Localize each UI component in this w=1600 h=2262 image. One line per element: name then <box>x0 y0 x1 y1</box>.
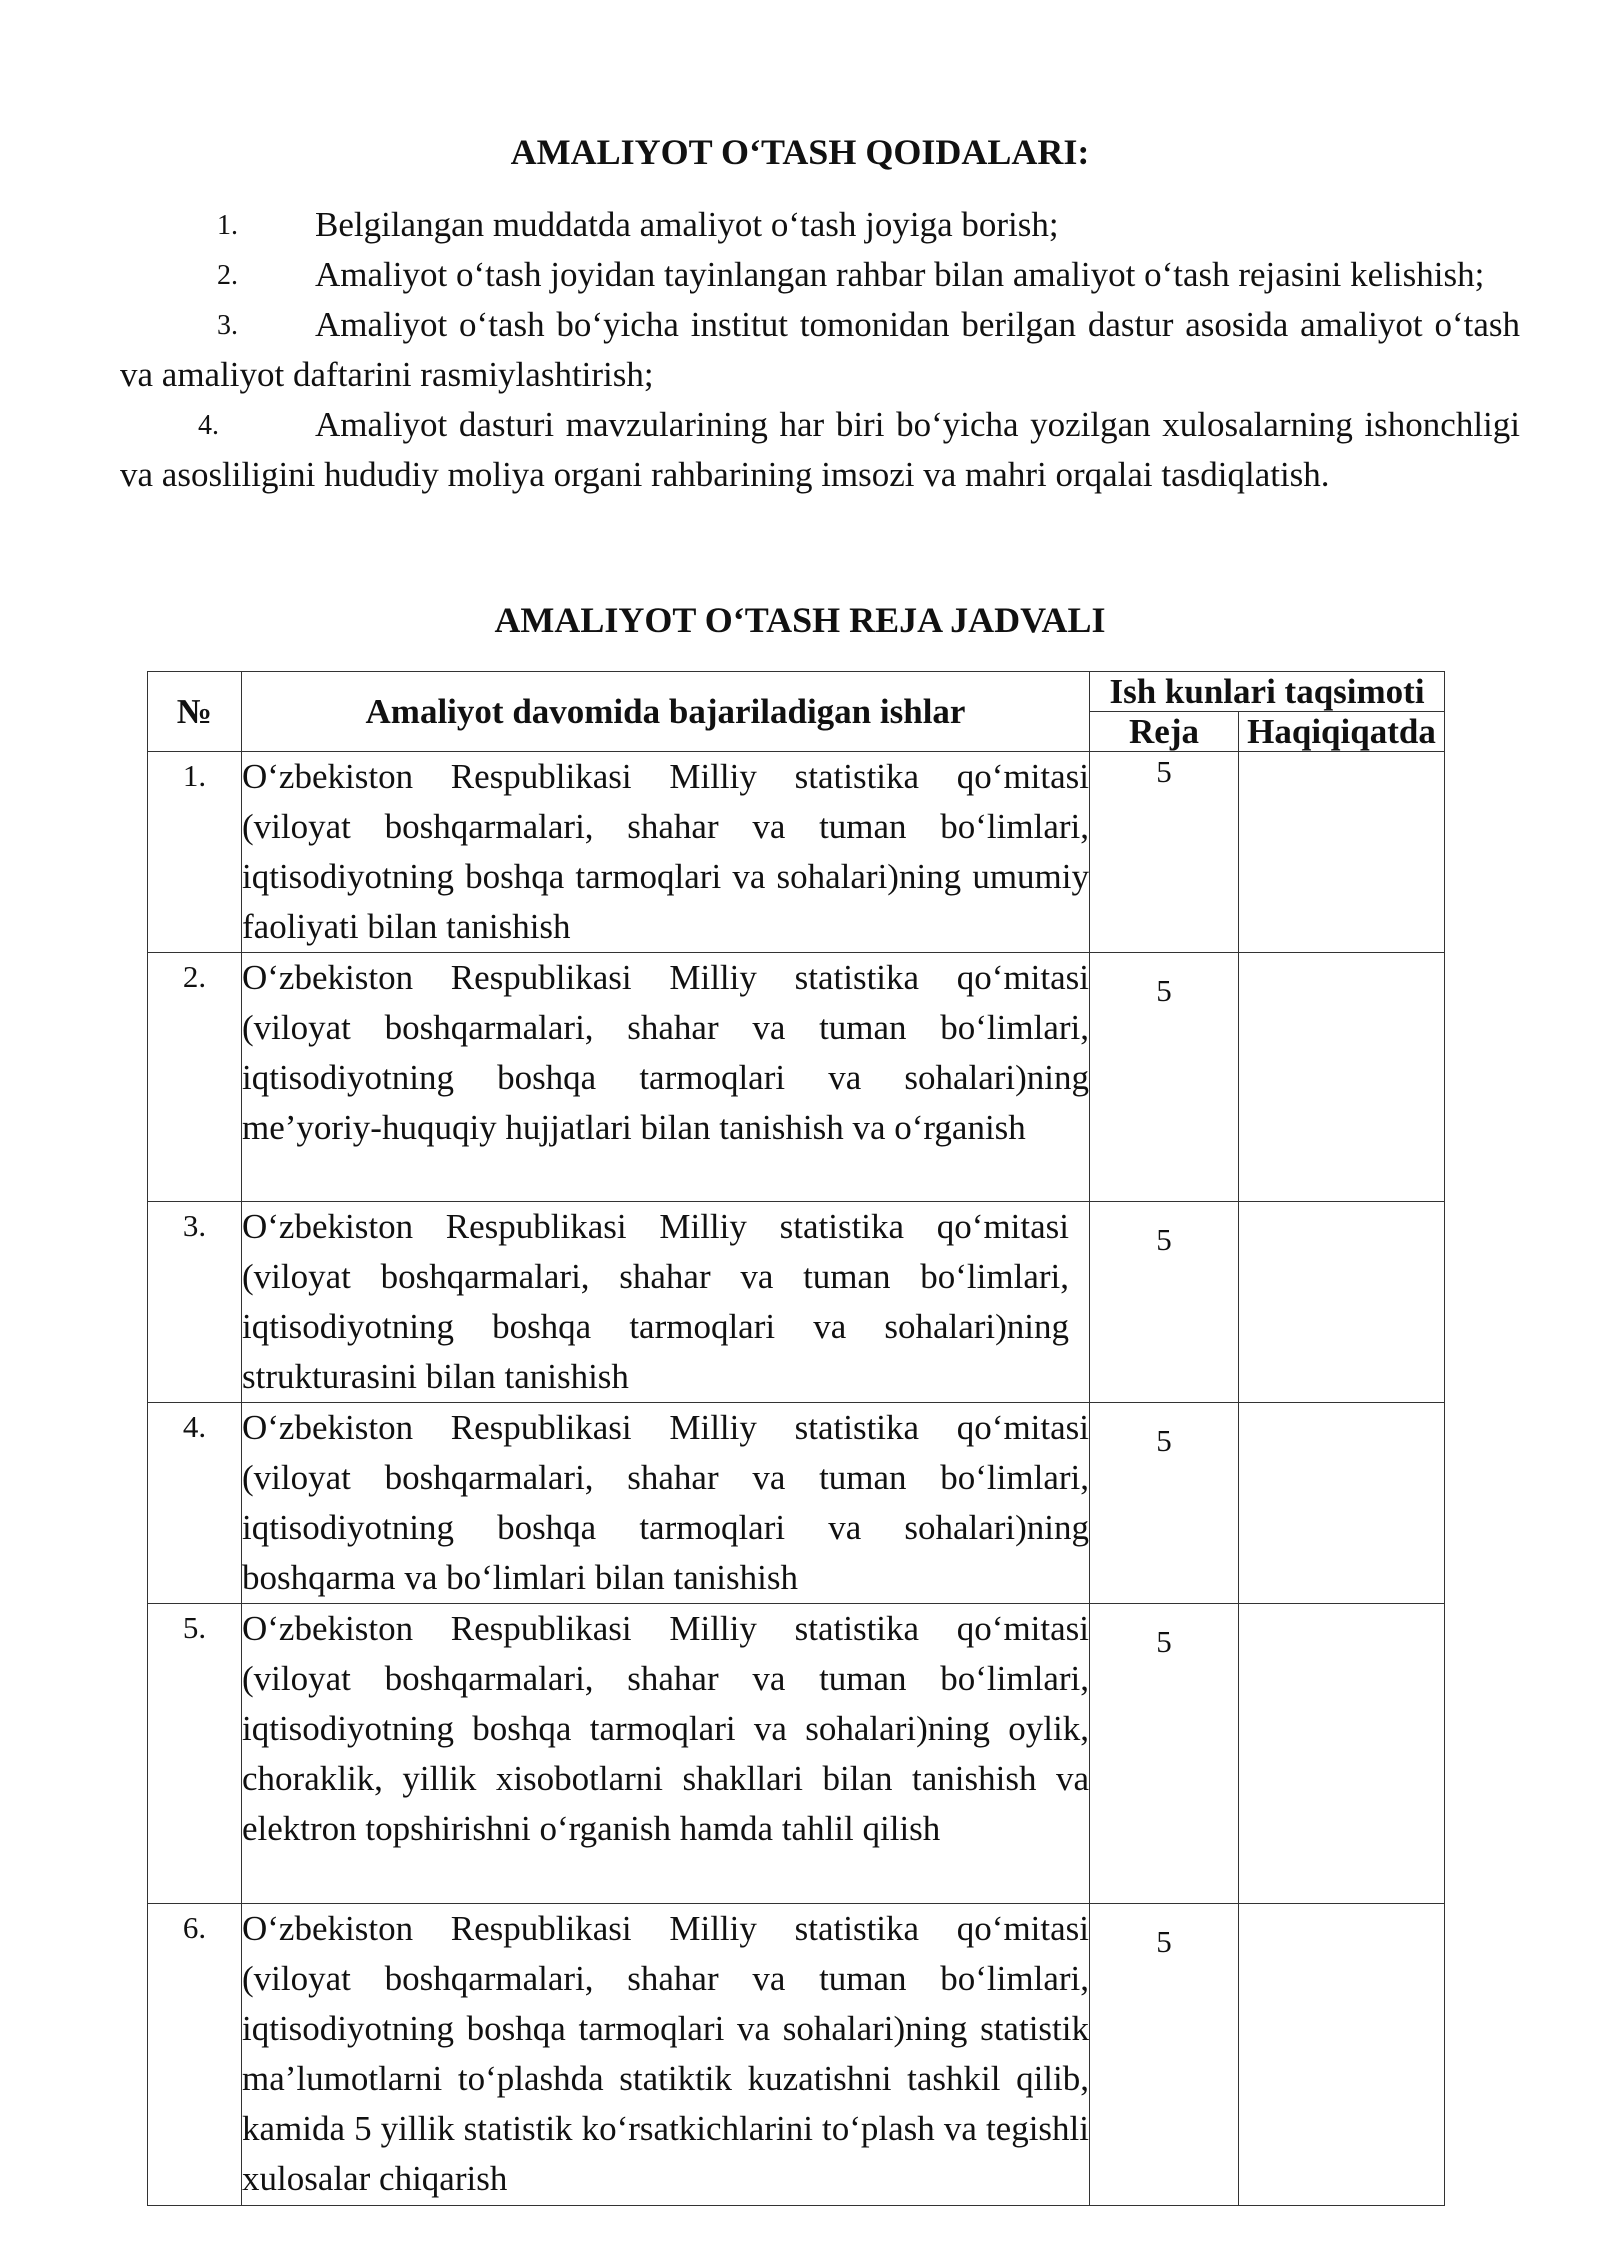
table-row <box>148 1202 1445 1403</box>
row-work: O‘zbekiston Respublikasi Milliy statistika qo‘mitasi (viloyat boshqarmalari, shahar va tuman bo‘limlari, iqtisodiyotning boshqa tarmoqlari va sohalari)ning oylik, choraklik, yillik xisobotlarni shakllari bilan tanishish va elektron topshirishni o‘rganish hamda tahlil qilish <box>242 1604 1090 1904</box>
table-row <box>148 1904 1445 2206</box>
rule-number: 1. <box>217 210 238 241</box>
row-actual-days <box>1239 752 1445 953</box>
plan-title: AMALIYOT O‘TASH REJA JADVALI <box>494 600 1106 640</box>
row-number: 5. <box>148 1604 242 1904</box>
rule-item <box>120 300 1520 400</box>
row-plan-days: 5 <box>1090 1904 1239 2206</box>
rules-title: AMALIYOT O‘TASH QOIDALARI: <box>510 132 1090 172</box>
table-header-row <box>148 672 1445 712</box>
row-number: 6. <box>148 1904 242 2206</box>
row-number: 3. <box>148 1202 242 1403</box>
row-number: 2. <box>148 953 242 1202</box>
table-row <box>148 1604 1445 1904</box>
row-number: 1. <box>148 752 242 953</box>
header-plan: Reja <box>1090 712 1239 752</box>
row-number: 4. <box>148 1403 242 1604</box>
row-plan-days: 5 <box>1090 1403 1239 1604</box>
rule-text: Amaliyot o‘tash bo‘yicha institut tomonidan berilgan dastur asosida amaliyot o‘tash va amaliyot daftarini rasmiylashtirish; <box>120 305 1520 394</box>
row-actual-days <box>1239 1904 1445 2206</box>
row-work: O‘zbekiston Respublikasi Milliy statistika qo‘mitasi (viloyat boshqarmalari, shahar va tuman bo‘limlari, iqtisodiyotning boshqa tarmoqlari va sohalari)ning boshqarma va bo‘limlari bilan tanishish <box>242 1403 1090 1604</box>
row-actual-days <box>1239 1604 1445 1904</box>
rule-item <box>120 400 1520 500</box>
header-fact: Haqiqiqatda <box>1239 712 1445 752</box>
row-actual-days <box>1239 1202 1445 1403</box>
row-plan-days: 5 <box>1090 1202 1239 1403</box>
row-work: O‘zbekiston Respublikasi Milliy statistika qo‘mitasi (viloyat boshqarmalari, shahar va tuman bo‘limlari, iqtisodiyotning boshqa tarmoqlari va sohalari)ning me’yoriy-huquqiy hujjatlari bilan tanishish va o‘rganish <box>242 953 1090 1202</box>
rule-item <box>120 200 1520 250</box>
row-plan-days: 5 <box>1090 752 1239 953</box>
table-row <box>148 752 1445 953</box>
rule-text: Amaliyot o‘tash joyidan tayinlangan rahbar bilan amaliyot o‘tash rejasini kelishish; <box>315 255 1485 294</box>
rule-number: 2. <box>217 260 238 291</box>
plan-table <box>147 671 1445 2206</box>
table-row <box>148 953 1445 1202</box>
header-distribution: Ish kunlari taqsimoti <box>1090 672 1445 712</box>
row-actual-days <box>1239 1403 1445 1604</box>
row-work: O‘zbekiston Respublikasi Milliy statistika qo‘mitasi (viloyat boshqarmalari, shahar va tuman bo‘limlari, iqtisodiyotning boshqa tarmoqlari va sohalari)ning strukturasini bilan tanishish <box>242 1202 1090 1403</box>
rule-text: Belgilangan muddatda amaliyot o‘tash joyiga borish; <box>315 205 1059 244</box>
row-work: O‘zbekiston Respublikasi Milliy statistika qo‘mitasi (viloyat boshqarmalari, shahar va tuman bo‘limlari, iqtisodiyotning boshqa tarmoqlari va sohalari)ning umumiy faoliyati bilan tanishish <box>242 752 1090 953</box>
table-row <box>148 1403 1445 1604</box>
rule-number: 3. <box>217 310 238 341</box>
rule-text: Amaliyot dasturi mavzularining har biri bo‘yicha yozilgan xulosalarning ishonchligi va asosliligini hududiy moliya organi rahbarining imsozi va mahri orqalai tasdiqlatish. <box>120 405 1520 494</box>
row-actual-days <box>1239 953 1445 1202</box>
row-plan-days: 5 <box>1090 953 1239 1202</box>
row-work: O‘zbekiston Respublikasi Milliy statistika qo‘mitasi (viloyat boshqarmalari, shahar va tuman bo‘limlari, iqtisodiyotning boshqa tarmoqlari va sohalari)ning statistik ma’lumotlarni to‘plashda statiktik kuzatishni tashkil qilib, kamida 5 yillik statistik ko‘rsatkichlarini to‘plash va tegishli xulosalar chiqarish <box>242 1904 1090 2206</box>
rule-item <box>120 250 1520 300</box>
rules-list <box>120 200 1520 500</box>
header-work: Amaliyot davomida bajariladigan ishlar <box>242 672 1090 752</box>
rule-number: 4. <box>198 410 219 441</box>
row-plan-days: 5 <box>1090 1604 1239 1904</box>
header-number: № <box>148 672 242 752</box>
